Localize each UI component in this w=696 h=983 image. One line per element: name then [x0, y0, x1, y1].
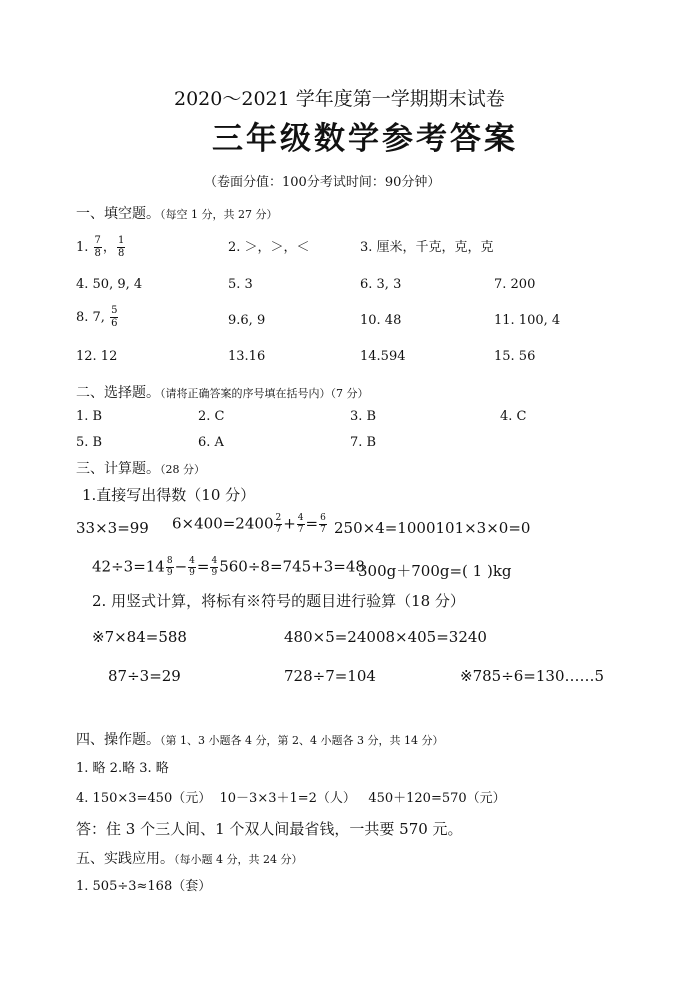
numerator: 1 [117, 235, 125, 246]
denominator: 7 [320, 525, 326, 535]
vertical-calc-answer: 87÷3=29 [108, 667, 181, 685]
section-2-heading [76, 386, 369, 400]
answer-q7: 7. 200 [494, 277, 536, 292]
separator: ， [102, 240, 116, 255]
fraction [274, 514, 282, 535]
fraction [166, 557, 174, 578]
fraction [210, 557, 218, 578]
numerator: 5 [111, 305, 118, 316]
answer-label: 1. [76, 240, 89, 255]
calc-text: 560÷8=745+3=48 [219, 557, 365, 576]
answer-q12: 12. 12 [76, 349, 118, 364]
choice-answer: 4. C [500, 409, 527, 424]
section-note: （每空 1 分，共 27 分） [160, 208, 278, 221]
exam-subtitle: （卷面分值：100分考试时间：90分钟） [204, 175, 441, 190]
answer-q14: 14.594 [360, 349, 406, 364]
calc-text: 6×400=2400 [172, 514, 274, 533]
numerator: 7 [94, 235, 101, 246]
exam-year-title: 2020～2021 学年度第一学期期末试卷 [174, 88, 505, 110]
answer-q3: 3. 厘米，千克，克，克 [360, 240, 494, 255]
answer-q5: 5. 3 [228, 277, 253, 292]
answer-q2: 2. ＞，＞，＜ [228, 240, 310, 255]
operator: − [174, 557, 188, 576]
calc-answer: 250×4=1000101×3×0=0 [334, 519, 531, 537]
vertical-calc-answer: 480×5=24008×405=3240 [284, 628, 487, 646]
choice-answer: 6. A [198, 435, 224, 450]
section-1-heading [76, 207, 277, 221]
operation-answer: 1. 略 2.略 3. 略 [76, 761, 169, 776]
subsection-title: 2. 用竖式计算，将标有※符号的题目进行验算（18 分） [92, 592, 465, 610]
fraction [117, 236, 125, 259]
section-heading-text: 四、操作题。 [76, 732, 160, 748]
operator: = [305, 514, 319, 533]
denominator: 8 [117, 248, 125, 259]
calc-text: 10－3×3＋1=2（人） [219, 791, 356, 806]
numerator: 6 [320, 513, 326, 523]
numerator: 8 [166, 556, 173, 566]
answer-q9: 9.6, 9 [228, 313, 266, 328]
section-heading-text: 一、填空题。 [76, 206, 160, 222]
section-note: （28 分） [160, 463, 205, 476]
section-heading-text: 五、实践应用。 [76, 851, 174, 867]
section-note: （第 1、3 小题各 4 分，第 2、4 小题各 3 分，共 14 分） [160, 734, 444, 747]
denominator: 7 [275, 525, 282, 535]
answer-q4: 4. 50, 9, 4 [76, 277, 143, 292]
choice-answer: 3. B [350, 409, 377, 424]
fraction [319, 514, 327, 535]
denominator: 6 [111, 318, 118, 329]
calc-text: 150×3=450（元） [92, 791, 212, 806]
denominator: 9 [189, 568, 195, 578]
answer-q13: 13.16 [228, 349, 266, 364]
denominator: 9 [211, 568, 218, 578]
answer-q1 [76, 236, 126, 259]
fraction [297, 514, 305, 535]
choice-answer: 7. B [350, 435, 377, 450]
fraction [110, 306, 118, 329]
vertical-calc-answer: ※785÷6=130……5 [460, 667, 605, 685]
calc-answer [92, 557, 365, 578]
answer-q11: 11. 100, 4 [494, 313, 561, 328]
numerator: 4 [211, 556, 218, 566]
page-title: 三年级数学参考答案 [212, 121, 518, 157]
operation-answer [76, 792, 506, 805]
answer-q6: 6. 3, 3 [360, 277, 402, 292]
section-note: （每小题 4 分，共 24 分） [174, 853, 303, 866]
numerator: 2 [275, 513, 282, 523]
calc-text: 450＋120=570（元） [368, 791, 506, 806]
vertical-calc-answer: 728÷7=104 [284, 667, 376, 685]
answer-label: 8. 7, [76, 310, 110, 325]
numerator: 4 [189, 556, 195, 566]
answer-q10: 10. 48 [360, 313, 402, 328]
answer-label: 4. [76, 791, 89, 806]
section-3-heading [76, 462, 205, 476]
calc-answer [172, 514, 328, 535]
vertical-calc-answer: ※7×84=588 [92, 628, 187, 646]
denominator: 8 [94, 248, 101, 259]
answer-q8 [76, 306, 119, 329]
section-heading-text: 三、计算题。 [76, 461, 160, 477]
denominator: 7 [297, 525, 304, 535]
calc-answer: 300g＋700g=( 1 )kg [358, 562, 512, 580]
fraction [188, 557, 196, 578]
operation-conclusion: 答：住 3 个三人间、1 个双人间最省钱，一共要 570 元。 [76, 820, 463, 838]
calc-text: 42÷3=14 [92, 557, 165, 576]
answer-q15: 15. 56 [494, 349, 536, 364]
choice-answer: 2. C [198, 409, 225, 424]
numerator: 4 [297, 513, 304, 523]
section-note: （请将正确答案的序号填在括号内）（7 分） [160, 387, 369, 400]
application-answer: 1. 505÷3≈168（套） [76, 879, 212, 894]
section-heading-text: 二、选择题。 [76, 385, 160, 401]
denominator: 9 [166, 568, 173, 578]
choice-answer: 5. B [76, 435, 103, 450]
operator: + [283, 514, 296, 533]
calc-answer: 33×3=99 [76, 519, 149, 537]
choice-answer: 1. B [76, 409, 103, 424]
section-5-heading [76, 852, 302, 866]
subsection-title: 1.直接写出得数（10 分） [82, 486, 256, 504]
fraction [94, 236, 102, 259]
section-4-heading [76, 733, 443, 747]
operator: = [196, 557, 210, 576]
